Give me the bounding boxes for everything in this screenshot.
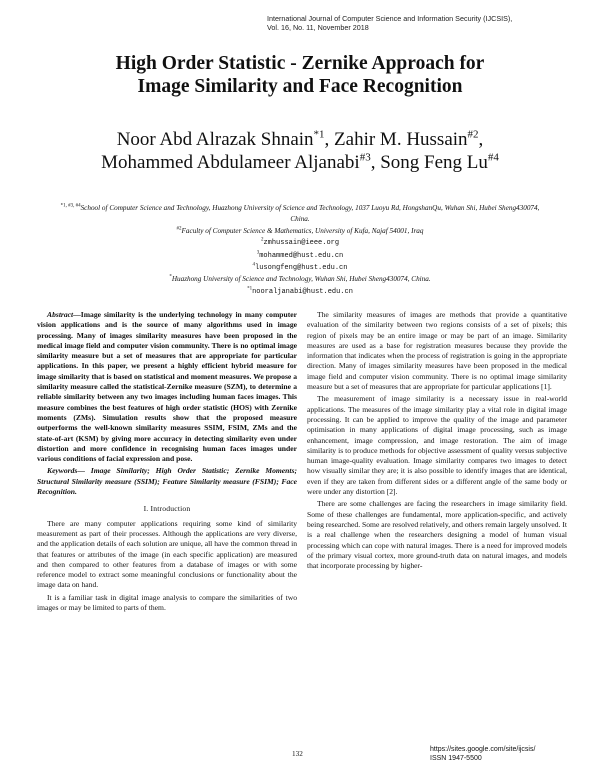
author-4-sup: #4 xyxy=(487,151,499,164)
affiliation-sup: *1, #3, #4 xyxy=(60,203,81,209)
author-list xyxy=(40,128,560,174)
journal-header-line1: International Journal of Computer Science and Information Security (IJCSIS), xyxy=(267,14,513,23)
section-heading: I. Introduction xyxy=(143,504,191,514)
paragraph: There are many computer applications requiring some kind of similarity measurement as part of their processes. Although the applications are very diverse, and the application details of each solution are unique, all have the common thread in that features or attributes of the image (in each specific application) are measured and then compared to other features from a database of images or with some reference model to extract some meaningful conclusions or functionality about the image data on hand. xyxy=(37,518,297,590)
paragraph: The measurement of image similarity is a necessary issue in real-world applications. The measures of the image similarity play a vital role in digital image processing. It can be applied to improve the quality of the image and parameter optimisation in many applications of digital image processing, such as image enhancement, image compression, and image restoration. The aim of image similarity is to produce methods for objective assessment of quality versus subjective human image-quality evaluation. Image similarity compares two images to detect how visually similar they are; it is also possible to identify images that are identical, even if they are taken from different sides or a different angle of the same body or were under any distortion [2]. xyxy=(307,394,567,497)
abstract-label: Abstract xyxy=(47,310,74,319)
title-line1: High Order Statistic - Zernike Approach for xyxy=(115,53,485,74)
journal-url[interactable]: https://sites.google.com/site/ijcsis/ xyxy=(430,746,536,753)
email-line xyxy=(60,250,540,262)
paper-title xyxy=(40,52,560,98)
affiliation-text: Huazhong University of Science and Technology, Wuhan Shi, Hubei Sheng430074, China. xyxy=(171,275,431,284)
paragraph: There are some challenges are facing the researchers in image similarity field. Some of these challenges are fundamental, more application-specific, and actively being researched. Some are resolved relatively, and others remain largely unsolved. It is a real challenge when the researchers designing a model of human visual processing which can cope with natural images. There is a need for improved models of the primary visual cortex, more ground-truth data on natural images, and models that incorporate processing by higher- xyxy=(307,499,567,571)
affiliation-text: Faculty of Computer Science & Mathematics, University of Kufa, Najaf 54001, Iraq xyxy=(181,226,424,235)
author-1-sup: *1 xyxy=(313,128,325,141)
author-sep: , xyxy=(478,129,484,150)
email-line xyxy=(60,286,540,298)
affiliation-text: School of Computer Science and Technology, Huazhong University of Science and Technology, 1037 Luoyu Rd, HongshanQu, Wuhan Shi, Hubei Sheng430074, China. xyxy=(80,204,540,224)
email-text: lusongfeng@hust.edu.cn xyxy=(255,264,348,273)
affiliation-sup: * xyxy=(169,275,172,281)
paragraph: It is a familiar task in digital image analysis to compare the similarities of two images or may be limited to parts of them. xyxy=(37,592,297,613)
email-text: nooraljanabi@hust.edu.cn xyxy=(252,287,353,296)
author-sep: , xyxy=(324,129,335,150)
author-1: Noor Abd Alrazak Shnain xyxy=(116,129,314,150)
author-4: Song Feng Lu xyxy=(380,152,488,173)
affiliation-line xyxy=(60,203,540,226)
title-line2: Image Similarity and Face Recognition xyxy=(137,76,463,97)
journal-header xyxy=(267,14,585,32)
email-text: mohammed@hust.edu.cn xyxy=(259,251,344,260)
affiliation-line xyxy=(60,274,540,285)
author-3: Mohammed Abdulameer Aljanabi xyxy=(101,152,360,173)
abstract-text: —Image similarity is the underlying technology in many computer vision applications and is the source of many algorithms used in image processing. Many of images similarity measures have been proposed in the medical image field and computer vision community. There is no optimal image similarity measure but a set of measures that are appropriate for particular applications. In this paper, we present a highly efficient hybrid measure for image similarity that is based on statistical and moment measures. We propose a similarity measure called the statistical-Zernike measure (SZM), to determine a reliable similarity between any two images including human faces images. This measure combines the best features of high order statistic (HOS) with Zernike moments (ZMs). Simulation results show that the proposed measure outperforms the well-known similarity measures SSIM, FSIM, ZMs and the state-of-art (KSM) by giving more accuracy in detecting similarity even under distortion and more confidence in recognising human faces images under various conditions of facial expression and pose. xyxy=(37,310,297,464)
affiliation-sup: *1 xyxy=(247,286,253,292)
affiliation-sup: 3 xyxy=(256,250,260,256)
affiliations xyxy=(60,203,540,298)
author-2: Zahir M. Hussain xyxy=(334,129,468,150)
footer-info xyxy=(430,745,580,763)
author-3-sup: #3 xyxy=(359,151,371,164)
affiliation-sup: 2 xyxy=(260,237,264,243)
author-2-sup: #2 xyxy=(467,128,479,141)
email-line xyxy=(60,262,540,274)
journal-header-line2: Vol. 16, No. 11, November 2018 xyxy=(267,23,369,33)
right-column xyxy=(307,310,567,573)
email-line xyxy=(60,237,540,249)
issn: ISSN 1947-5500 xyxy=(430,755,482,763)
left-column xyxy=(37,310,297,615)
paragraph: The similarity measures of images are methods that provide a quantitative evaluation of the similarity between two regions consists of a set of pixels; this region of pixels may be an entire image or may be part of an image. Similarity measures are used as a base for registration measures because they provide the information that indicates when the process of registration is going in the appropriate direction. Many of images similarity measures have been proposed in the medical image field and computer vision community. There is no optimal image similarity measure but a set of measures that are appropriate for particular applications [1]. xyxy=(307,310,567,392)
author-sep: , xyxy=(370,152,381,173)
abstract xyxy=(37,310,297,464)
page-number: 132 xyxy=(292,750,303,758)
keywords: Keywords— Image Similarity; High Order Statistic; Zernike Moments; Structural Similarity measure (SSIM); Feature Similarity measure (FSIM); Face Recognition. xyxy=(37,466,297,497)
affiliation-line xyxy=(60,226,540,237)
affiliation-sup: 4 xyxy=(252,262,256,268)
affiliation-sup: #2 xyxy=(176,226,182,232)
email-text: zmhussain@ieee.org xyxy=(263,239,340,248)
